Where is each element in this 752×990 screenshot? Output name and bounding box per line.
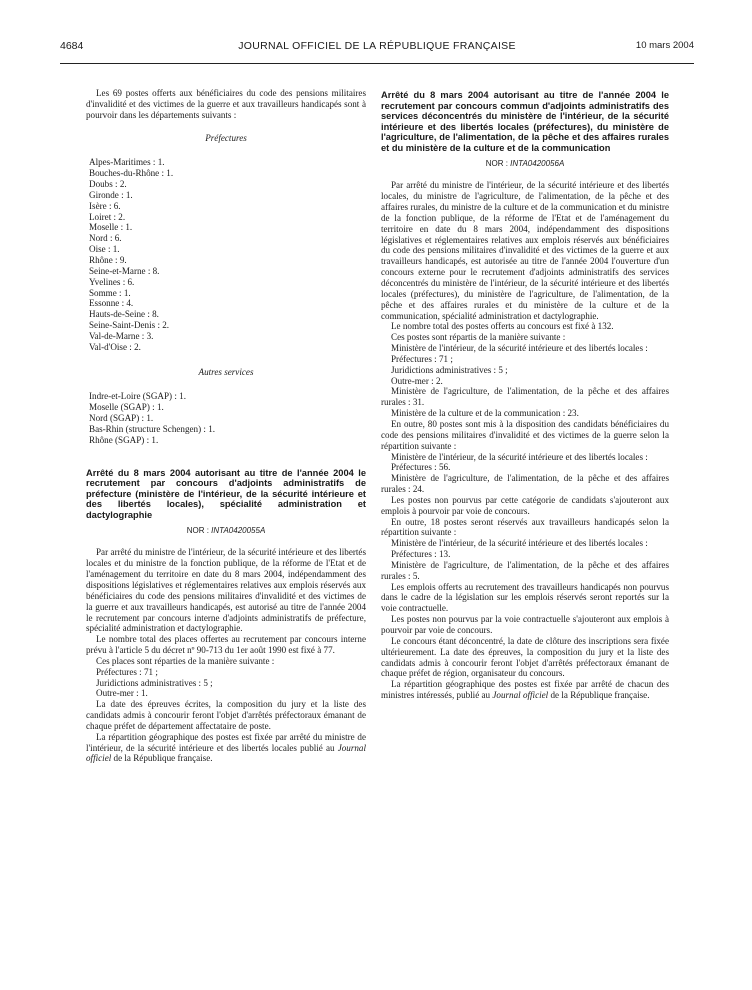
body-paragraph: Le nombre total des places offertes au recrutement par concours interne prévu à l'article 5 du décret nº 90-713 du 1er août 1990 est fixé à 77. (86, 634, 366, 656)
body-paragraph: Préfectures : 71 ; (96, 666, 158, 677)
body-paragraph: Par arrêté du ministre de l'intérieur, de la sécurité intérieure et des libertés locales, du ministre de l'agriculture, de l'alimentation, de la pêche et des affaires rurales, du ministre de la culture et de la communication et du ministre de la fonction publique, de la réforme de l'Etat et de l'aménagement du territoire en date du 8 mars 2004, indépendamment des dispositions législatives et réglementaires relatives aux emplois réservés aux bénéficiaires du code des pensions militaires d'invalidité et des victimes de la guerre et aux travailleurs handicapés, est autorisée au titre de l'année 2004 l'ouverture d'un concours externe pour le recrutement d'adjoints administratifs des services déconcentrés du ministère de l'intérieur, de la sécurité intérieure et des libertés locales (préfectures), du ministère de l'agriculture, de l'alimentation, de la pêche et des affaires rurales et du ministère de la culture et de la communication, spécialité administration et dactylographie. (381, 180, 669, 321)
paragraph-text: de la République française. (113, 753, 213, 764)
nor-reference (86, 526, 366, 537)
list-item: Val-de-Marne : 3. (89, 330, 154, 341)
body-paragraph: Ministère de l'intérieur, de la sécurité intérieure et des libertés locales : (391, 343, 648, 354)
list-item: Moselle : 1. (89, 222, 133, 233)
list-item: Nord (SGAP) : 1. (89, 413, 154, 424)
nor-label: NOR : (485, 158, 508, 168)
list-item: Nord : 6. (89, 233, 122, 244)
body-paragraph: Le nombre total des postes offerts au concours est fixé à 132. (391, 321, 614, 332)
body-paragraph: Les postes non pourvus par la voie contractuelle s'ajouteront aux emplois à pourvoir par voie de concours. (381, 614, 669, 635)
page-header (60, 40, 694, 60)
list-item: Loiret : 2. (89, 211, 126, 222)
journal-reference: Journal officiel (86, 742, 366, 764)
list-item: Indre-et-Loire (SGAP) : 1. (89, 391, 186, 402)
prefectures-list (86, 157, 366, 352)
journal-title: JOURNAL OFFICIEL DE LA RÉPUBLIQUE FRANÇAISE (238, 40, 516, 52)
list-item: Doubs : 2. (89, 179, 127, 190)
list-item: Val-d'Oise : 2. (89, 341, 141, 352)
body-paragraph: Juridictions administratives : 5 ; (96, 677, 213, 688)
nor-reference (381, 159, 669, 170)
list-item: Isère : 6. (89, 200, 121, 211)
paragraph-text: de la République française. (550, 690, 650, 701)
body-paragraph: Ministère de l'intérieur, de la sécurité intérieure et des libertés locales : (391, 451, 648, 462)
nor-code: INTA0420056A (510, 158, 565, 168)
autres-services-heading: Autres services (198, 366, 254, 377)
body-paragraph: La date des épreuves écrites, la composition du jury et la liste des candidats admis à concourir feront l'objet d'arrêtés préfectoraux émanant de chaque préfet de département affectataire de poste. (86, 699, 366, 731)
left-column (86, 88, 366, 764)
header-rule (60, 63, 694, 64)
list-item: Bouches-du-Rhône : 1. (89, 168, 174, 179)
body-paragraph: Juridictions administratives : 5 ; (391, 364, 508, 375)
list-item: Somme : 1. (89, 287, 131, 298)
list-item: Oise : 1. (89, 244, 120, 255)
intro-paragraph: Les 69 postes offerts aux bénéficiaires du code des pensions militaires d'invalidité et des victimes de la guerre et aux travailleurs handicapés sont à pourvoir dans les départements suivants : (86, 88, 366, 120)
paragraph-text: La répartition géographique des postes est fixée par arrêté du ministre de l'intérieur, de la sécurité intérieure et des libertés locales publié au (86, 731, 366, 753)
body-paragraph: En outre, 80 postes sont mis à la disposition des candidats bénéficiaires du code des pensions militaires d'invalidité et des victimes de la guerre selon la répartition suivante : (381, 418, 669, 451)
arrete-title: Arrêté du 8 mars 2004 autorisant au titre de l'année 2004 le recrutement par concours commun d'adjoints administratifs des services déconcentrés du ministère de l'intérieur, de la sécurité intérieure et des libertés locales (préfectures), du ministère de l'agriculture, de l'alimentation, de la pêche et des affaires rurales et du ministère de la culture et de la communication (381, 90, 669, 153)
body-paragraph: Ministère de l'agriculture, de l'alimentation, de la pêche et des affaires rurales : 31. (381, 386, 669, 408)
list-item: Rhône : 9. (89, 254, 127, 265)
body-paragraph (86, 732, 366, 765)
paragraph-text: La répartition géographique des postes est fixée par arrêté de chacun des ministres intéressés, publié au (381, 679, 669, 701)
body-paragraph: Ces postes sont répartis de la manière suivante : (391, 332, 566, 343)
body-paragraph: Les postes non pourvus par cette catégorie de candidats s'ajouteront aux emplois à pourvoir par voie de concours. (381, 494, 669, 516)
list-item: Bas-Rhin (structure Schengen) : 1. (89, 423, 216, 434)
body-paragraph: Par arrêté du ministre de l'intérieur, de la sécurité intérieure et des libertés locales et du ministre de la fonction publique, de la réforme de l'Etat et de l'aménagement du territoire en date du 8 mars 2004, indépendamment des dispositions législatives et réglementaires relatives aux emplois réservés aux bénéficiaires du code des pensions militaires d'invalidité et des victimes de la guerre et aux travailleurs handicapés, est autorisé au titre de l'année 2004 le recrutement par concours interne d'adjoints administratifs de préfecture, spécialité administration et dactylographie. (86, 547, 366, 634)
right-column (381, 90, 669, 701)
body-paragraph: Le concours étant déconcentré, la date de clôture des inscriptions sera fixée ultérieurement. La date des épreuves, la composition du jury et la liste des candidats admis à concourir feront l'objet d'arrêtés préfectoraux émanant de chaque préfet de région, organisateur du concours. (381, 635, 669, 679)
list-item: Hauts-de-Seine : 8. (89, 309, 159, 320)
list-item: Moselle (SGAP) : 1. (89, 402, 164, 413)
list-item: Seine-et-Marne : 8. (89, 265, 160, 276)
autres-services-list (86, 391, 366, 445)
body-paragraph: Outre-mer : 2. (391, 375, 443, 386)
body-paragraph: Préfectures : 56. (391, 462, 451, 473)
body-paragraph: Préfectures : 71 ; (391, 353, 453, 364)
nor-code: INTA0420055A (211, 525, 266, 535)
body-paragraph: Préfectures : 13. (391, 549, 451, 560)
page-number: 4684 (60, 40, 84, 52)
body-paragraph: En outre, 18 postes seront réservés aux travailleurs handicapés selon la répartition suivante : (381, 516, 669, 538)
arrete-title: Arrêté du 8 mars 2004 autorisant au titre de l'année 2004 le recrutement par concours d'adjoints administratifs de préfecture (ministère de l'intérieur, de la sécurité intérieure et des libertés locales), spécialité administration et dactylographie (86, 467, 366, 520)
list-item: Essonne : 4. (89, 298, 134, 309)
list-item: Alpes-Maritimes : 1. (89, 157, 165, 168)
body-paragraph: Ministère de l'agriculture, de l'alimentation, de la pêche et des affaires rurales : 24. (381, 473, 669, 495)
list-item: Seine-Saint-Denis : 2. (89, 320, 170, 331)
body-paragraph: Ces places sont réparties de la manière suivante : (96, 655, 275, 666)
list-item: Yvelines : 6. (89, 276, 135, 287)
body-paragraph: Outre-mer : 1. (96, 688, 148, 699)
body-paragraph: Ministère de l'intérieur, de la sécurité intérieure et des libertés locales : (391, 538, 648, 549)
journal-reference: Journal officiel (492, 690, 549, 701)
prefectures-heading: Préfectures (205, 132, 247, 143)
body-paragraph: Ministère de l'agriculture, de l'alimentation, de la pêche et des affaires rurales : 5. (381, 559, 669, 581)
list-item: Rhône (SGAP) : 1. (89, 434, 159, 445)
body-paragraph: Ministère de la culture et de la communication : 23. (391, 408, 579, 419)
list-item: Gironde : 1. (89, 189, 133, 200)
issue-date: 10 mars 2004 (635, 40, 694, 51)
body-paragraph: Les emplois offerts au recrutement des travailleurs handicapés non pourvus dans le cadre de la législation sur les emplois réservés seront reportés sur la voie contractuelle. (381, 581, 669, 614)
body-paragraph (381, 679, 669, 701)
nor-label: NOR : (186, 525, 209, 535)
